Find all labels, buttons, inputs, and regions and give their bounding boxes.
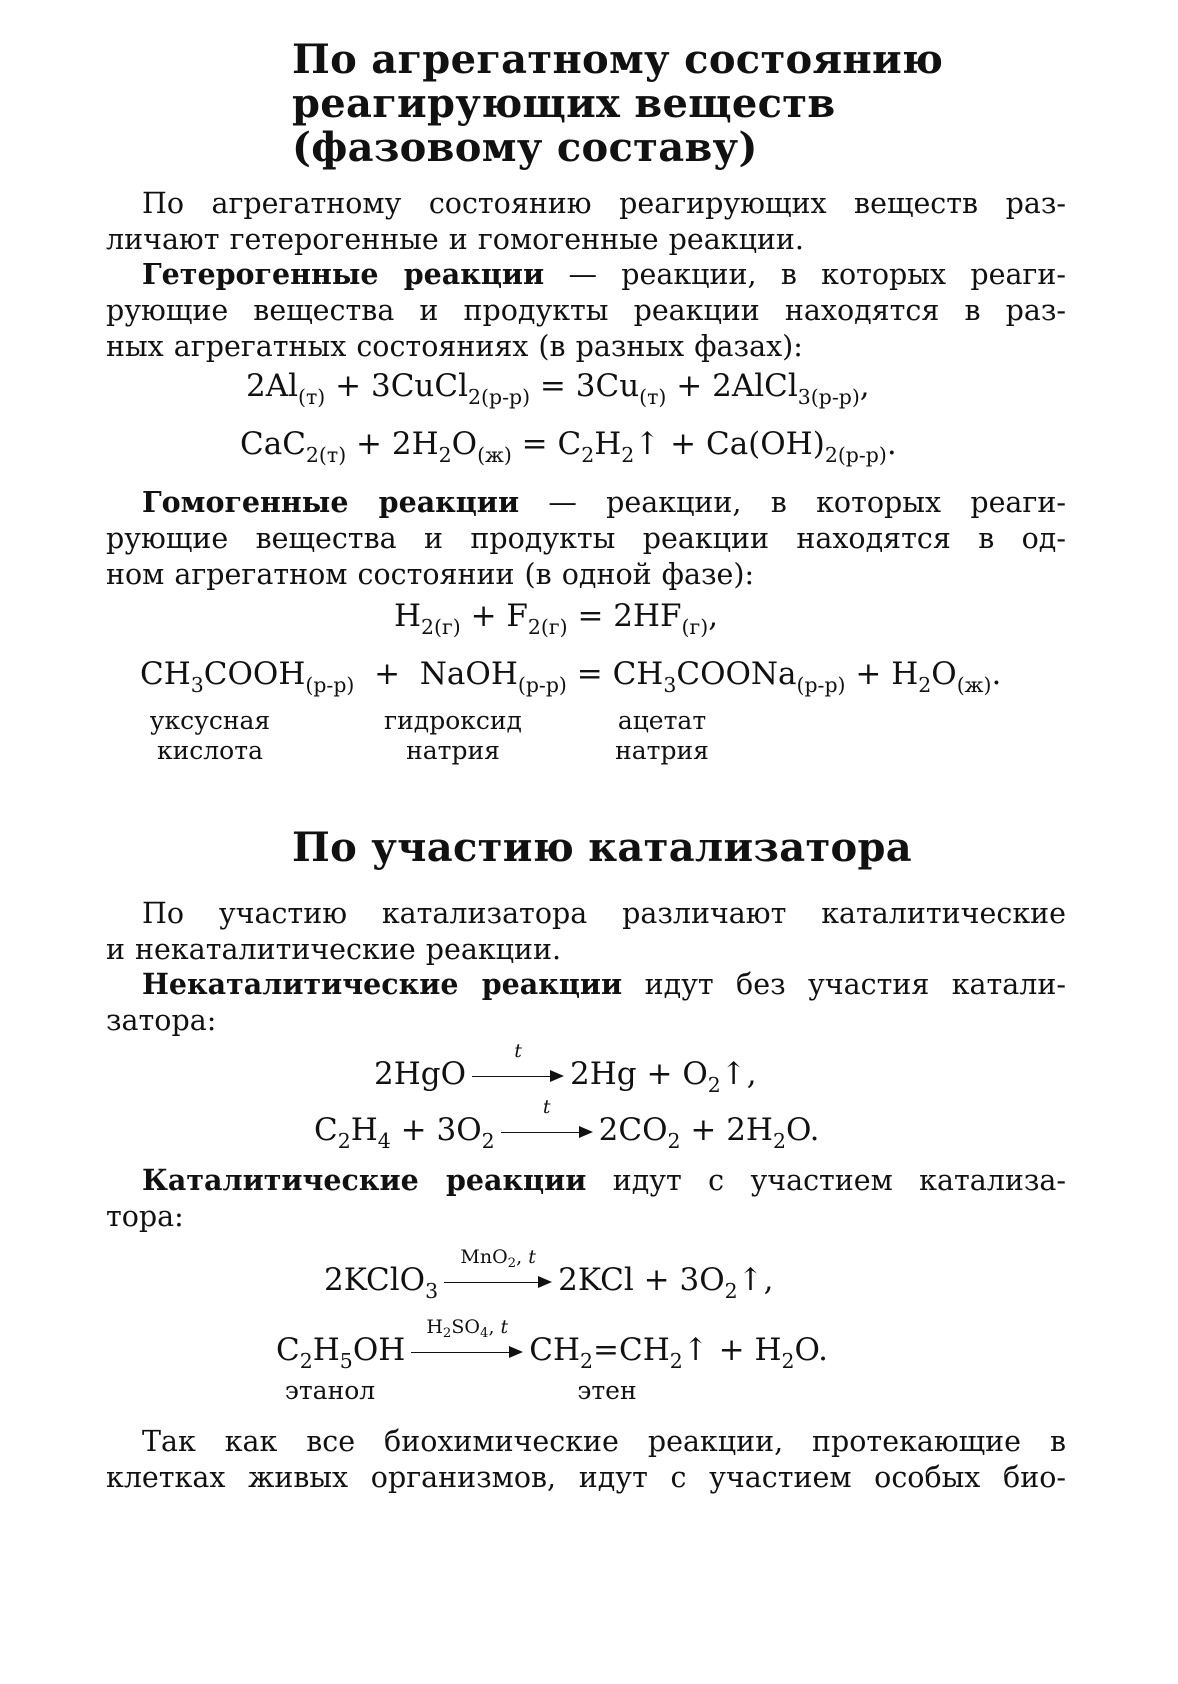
section1-heading-line: По агрегатному состоянию — [292, 36, 944, 83]
section2-intro-paragraph — [106, 896, 1066, 968]
caption-line: этен — [577, 1376, 637, 1405]
catalytic-definition-start: идут с участием катализа- — [586, 1164, 1066, 1197]
heterogeneous-paragraph — [106, 256, 1066, 365]
section1-intro-paragraph — [106, 186, 1066, 258]
caption-ethene — [572, 1376, 642, 1406]
paragraph-line: По агрегатному состоянию реагирующих веществ раз- — [142, 187, 1066, 220]
arrow-catalyst-label: H — [426, 1315, 443, 1338]
noncatalytic-term: Некаталитические реакции — [142, 967, 623, 1001]
reaction-arrow — [472, 1039, 564, 1087]
equation-aluminum-copper-chloride: $2Al_{(т)}$ + 3CuCl$_{2(р-р)}$ = $3Cu_{(т)}$ + 2AlCl$_{3(р-р)}$, — [246, 368, 870, 409]
paragraph-line: затора: — [106, 1004, 217, 1037]
equation-acetic-acid-sodium-hydroxide: $CH_3COOH_{(р-р)}$ + NaOH$_{(р-р)}$ = $CH_3COONa_{(р-р)} + H_2O_{(ж)}$. — [140, 656, 1002, 697]
homogeneous-paragraph — [106, 484, 1066, 593]
caption-line: гидроксид — [384, 706, 522, 735]
homogeneous-definition-start: — реакции, в которых реаги- — [519, 486, 1066, 519]
section1-heading-line: (фазовому составу) — [292, 124, 758, 171]
equation-mercury-oxide-decomposition: 2HgO t $2Hg + O_2↑$, — [374, 1039, 757, 1097]
paragraph-line: тора: — [106, 1200, 184, 1233]
noncatalytic-definition-start: идут без участия катали- — [622, 968, 1067, 1001]
equation-calcium-carbide-water: $CaC_{2(т)} + 2H_2O_{(ж)}$ = $C_2H_2↑ + Ca(OH)_{2(р-р)}$. — [240, 426, 897, 467]
closing-paragraph — [106, 1424, 1066, 1496]
caption-sodium-hydroxide — [380, 706, 526, 766]
caption-line: уксусная — [149, 706, 271, 735]
caption-line: натрия — [406, 736, 500, 765]
caption-acetic-acid — [148, 706, 272, 766]
heterogeneous-definition-start: — реакции, в которых реаги- — [544, 258, 1066, 291]
heterogeneous-term: Гетерогенные реакции — [142, 257, 545, 291]
reaction-arrow: $H_2SO_4$, t — [411, 1341, 523, 1363]
paragraph-line — [106, 484, 1066, 521]
reaction-arrow — [501, 1095, 593, 1143]
paragraph-line: и некаталитические реакции. — [106, 933, 562, 966]
arrow-condition-label: t — [514, 1039, 522, 1062]
arrow-condition-label: t — [500, 1315, 509, 1338]
paragraph-line: Так как все биохимические реакции, протекающие в — [142, 1425, 1066, 1458]
equation-hydrogen-fluorine: $H_{2(г)} + F_{2(г)} = 2HF_{(г)}$, — [394, 598, 719, 639]
paragraph-line — [106, 966, 1066, 1003]
paragraph-line: рующие вещества и продукты реакции находятся в раз- — [106, 294, 1066, 327]
reaction-arrow: MnO$_2$, t — [444, 1271, 552, 1293]
paragraph-line: клетках живых организмов, идут с участием особых био- — [106, 1461, 1066, 1494]
noncatalytic-paragraph — [106, 966, 1066, 1039]
arrow-condition-label: t — [528, 1245, 536, 1268]
paragraph-line: ных агрегатных состояниях (в разных фазах): — [106, 330, 803, 363]
catalytic-term: Каталитические реакции — [142, 1163, 587, 1197]
paragraph-line: рующие вещества и продукты реакции находятся в од- — [106, 522, 1066, 555]
caption-line: этанол — [284, 1376, 376, 1405]
caption-sodium-acetate — [608, 706, 716, 766]
section2-heading-line: По участию катализатора — [292, 824, 913, 871]
caption-line: натрия — [615, 736, 709, 765]
paragraph-line — [106, 1162, 1066, 1199]
homogeneous-term: Гомогенные реакции — [142, 485, 520, 519]
section2-heading — [292, 826, 912, 870]
section1-heading — [292, 38, 943, 170]
paragraph-line: ном агрегатном состоянии (в одной фазе): — [106, 558, 755, 591]
equation-ethylene-combustion: $C_2H_4 + 3O_2$ t $2CO_2 + 2H_2O$. — [314, 1095, 820, 1153]
equation-potassium-chlorate-decomposition: 2KClO$_3$ MnO$_2$, t $2KCl + 3O_2↑$, — [324, 1245, 774, 1303]
caption-line: ацетат — [617, 706, 707, 735]
caption-ethanol — [280, 1376, 380, 1406]
paragraph-line — [106, 256, 1066, 293]
paragraph-line: личают гетерогенные и гомогенные реакции. — [106, 223, 804, 256]
arrow-catalyst-label: MnO — [460, 1245, 508, 1268]
equation-ethanol-dehydration: $C_2H_5OH$ $H_2SO_4$, t $CH_2=CH_2↑ + H_2O$. — [276, 1315, 828, 1373]
catalytic-paragraph — [106, 1162, 1066, 1235]
paragraph-line: По участию катализатора различают каталитические — [142, 897, 1066, 930]
arrow-condition-label: t — [542, 1095, 551, 1118]
section1-heading-line: реагирующих веществ — [292, 80, 836, 127]
caption-line: кислота — [157, 736, 263, 765]
